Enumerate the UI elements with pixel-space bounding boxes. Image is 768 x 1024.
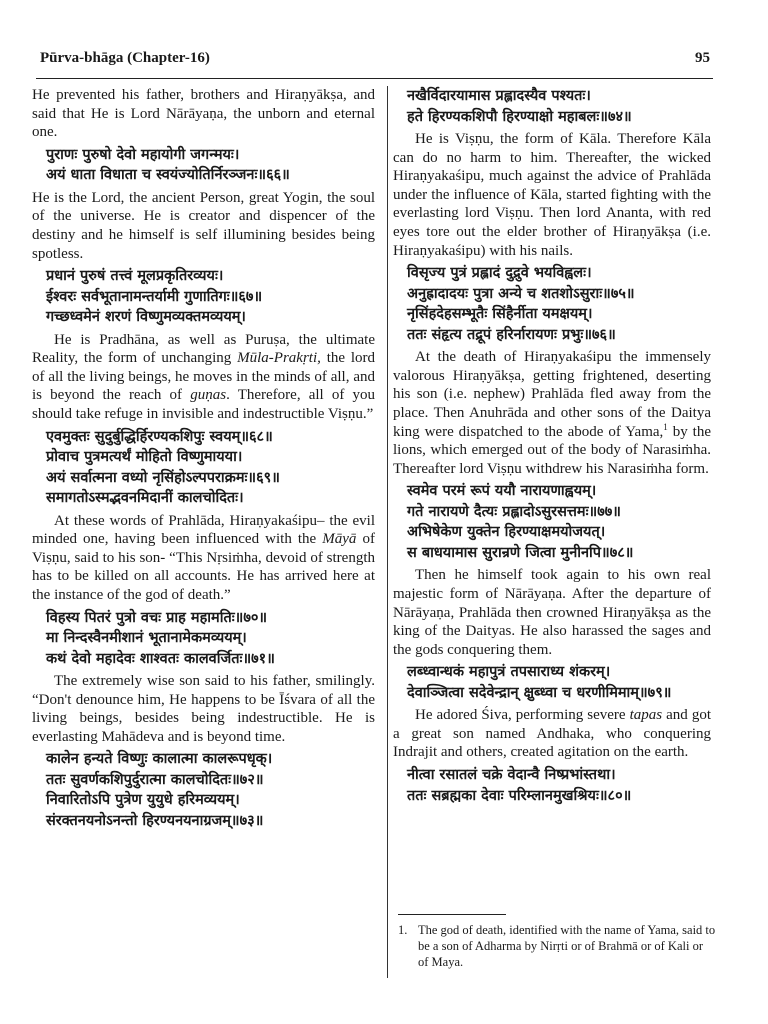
left-column — [32, 86, 375, 834]
verse-line: अभिषेकेण युक्तेन हिरण्याक्षमयोजयत्। — [407, 524, 606, 541]
translation-paragraph — [32, 331, 375, 424]
verse-line: नीत्वा रसातलं चक्रे वेदान्वै निष्प्रभांस्तथा। — [407, 767, 616, 784]
verse-line: अयं धाता विधाता च स्वयंज्योतिर्निरञ्जनः॥६६॥ — [46, 167, 290, 184]
verse-line: पुराणः पुरुषो देवो महायोगी जगन्मयः। — [46, 146, 240, 163]
text-run: He is the Lord, the ancient Person, great Yogin, the soul of the universe. He is creator and dispencer of the destiny and he himself is self illumining besides being spotless. — [32, 189, 375, 262]
sanskrit-verse — [393, 481, 711, 563]
verse-line: नृसिंहदेहसम्भूतैः सिंहैर्नीता यमक्षयम्। — [407, 306, 593, 323]
verse-line: देवाञ्जित्वा सदेवेन्द्रान् क्षुब्ध्वा च धरणीमिमाम्॥७९॥ — [407, 684, 672, 701]
page-header — [40, 50, 710, 70]
text-run: Then he himself took again to his own real majestic form of Nārāyaṇa. After the departure of Nārāyaṇa, Prahlāda then crowned Hiraṇyākṣa as the king of the Daityas. He also harassed the sages and the gods conquering them. — [393, 567, 711, 658]
text-run: He adored Śiva, performing severe — [415, 707, 630, 724]
verse-line: मा निन्दस्वैनमीशानं भूतानामेकमव्ययम्। — [46, 630, 247, 647]
italic-term: Māyā — [322, 531, 357, 548]
verse-line: कथं देवो महादेवः शाश्वतः कालवर्जितः॥७१॥ — [46, 650, 275, 667]
sanskrit-verse — [393, 263, 711, 345]
header-rule — [36, 78, 713, 79]
text-run: The extremely wise son said to his father, smilingly. “Don't denounce him, He happens to be Īśvara of all the living beings, besides being indestructible. He is everlasting Mahādeva and is beyond time. — [32, 673, 375, 745]
italic-term: tapas — [629, 707, 663, 724]
verse-line: ततः सुवर्णकशिपुर्दुरात्मा कालचोदितः॥७२॥ — [46, 771, 264, 788]
translation-paragraph — [393, 706, 711, 762]
verse-line: विसृज्य पुत्रं प्रह्लादं दुद्रुवे भयविह्वलः। — [407, 265, 592, 282]
italic-term: Mūla-Prakṛti, — [237, 350, 321, 367]
verse-line: निवारितोऽपि पुत्रेण युयुधे हरिमव्ययम्। — [46, 792, 240, 809]
sanskrit-verse — [32, 427, 375, 509]
verse-line: ईश्वरः सर्वभूतानामन्तर्यामी गुणातिगः॥६७॥ — [46, 288, 263, 305]
footnote-text: The god of death, identified with the name of Yama, said to be a son of Adharma by Nirṛti or of Brahmā or of Kali or of Maya. — [418, 923, 716, 969]
text-run: by the lions, which emerged out of the body of Narasiṁha. Thereafter lord Viṣṇu withdrew his Narasiṁha form. — [393, 423, 711, 477]
column-divider — [387, 86, 388, 978]
sanskrit-verse — [393, 765, 711, 806]
italic-term: guṇas — [190, 387, 227, 404]
translation-paragraph — [32, 512, 375, 605]
verse-line: लब्ध्वान्धकं महापुत्रं तपसाराध्य शंकरम्। — [407, 664, 611, 681]
sanskrit-verse — [32, 145, 375, 186]
verse-line: स्वमेव परमं रूपं ययौ नारायणाह्वयम्। — [407, 483, 597, 500]
translation-paragraph — [393, 348, 711, 478]
sanskrit-verse — [32, 266, 375, 328]
footnote — [398, 922, 716, 970]
footnote-number: 1. — [398, 923, 408, 937]
sanskrit-verse — [393, 86, 711, 127]
text-run: At these words of Prahlāda, Hiraṇyakaśipu– the evil minded one, having been influenced with the — [32, 512, 375, 548]
text-run: He is Viṣṇu, the form of Kāla. Therefore Kāla can do no harm to him. Thereafter, the wicked Hiraṇyakaśipu, much against the advice of Prahlāda under the influence of Kāla, started fighting with the everlasting lord Viṣṇu. Then lord Ananta, with red eyes tore out the elder brother of Hiraṇyākṣa (i.e. Hiraṇyakaśipu) with his nails. — [393, 131, 711, 259]
sanskrit-verse — [393, 662, 711, 703]
verse-line: अनुह्रादादयः पुत्रा अन्ये च शतशोऽसुराः॥७५॥ — [407, 285, 635, 302]
text-run: At the death of Hiraṇyakaśipu the immensely valorous Hiraṇyākṣa, getting frightened, deserting his son (i.e. nephew) Prahlāda fled away from the place. Then Anuhrāda and other sons of the Daitya king were dispatched to the abode of Yama, — [393, 349, 711, 440]
verse-line: नखैर्विदारयामास प्रह्लादस्यैव पश्यतः। — [407, 88, 591, 104]
verse-line: ततः संहृत्य तद्रूपं हरिर्नारायणः प्रभुः॥७६॥ — [407, 326, 616, 343]
verse-line: अयं सर्वात्मना वध्यो नृसिंहोऽल्पपराक्रमः॥६९॥ — [46, 469, 280, 486]
verse-line: स बाधयामास सुरान्रणे जित्वा मुनीनपि॥७८॥ — [407, 544, 634, 561]
translation-paragraph — [32, 672, 375, 746]
sanskrit-verse — [32, 749, 375, 831]
running-head: Pūrva-bhāga (Chapter-16) — [40, 50, 210, 66]
page-number: 95 — [695, 50, 710, 66]
verse-line: प्रधानं पुरुषं तत्त्वं मूलप्रकृतिरव्ययः। — [46, 268, 224, 285]
verse-line: संरक्तनयनोऽनन्तो हिरण्यनयनाग्रजम्॥७३॥ — [46, 812, 264, 829]
text-run: He prevented his father, brothers and Hiraṇyākṣa, and said that He is Lord Nārāyaṇa, the unborn and eternal one. — [32, 87, 375, 141]
verse-line: प्रोवाच पुत्रमत्यर्थं मोहितो विष्णुमायया। — [46, 449, 243, 466]
verse-line: एवमुक्तः सुदुर्बुद्धिर्हिरण्यकशिपुः स्वयम्॥६८॥ — [46, 428, 273, 445]
translation-paragraph — [393, 130, 711, 260]
verse-line: कालेन हन्यते विष्णुः कालात्मा कालरूपधृक्। — [46, 751, 273, 768]
verse-line: गच्छध्वमेनं शरणं विष्णुमव्यक्तमव्ययम्। — [46, 309, 246, 326]
footnote-marker: 1 — [663, 421, 668, 432]
verse-line: समागतोऽस्मद्भवनमिदानीं कालचोदितः। — [46, 490, 244, 507]
verse-line: विहस्य पितरं पुत्रो वचः प्राह महामतिः॥७०॥ — [46, 609, 268, 626]
verse-line: ततः सब्रह्मका देवाः परिम्लानमुखश्रियः॥८०॥ — [407, 787, 632, 804]
footnote-rule — [398, 914, 506, 915]
right-column — [393, 86, 711, 809]
text-run: He is Pradhāna, as well as Puruṣa, the ultimate Reality, the form of unchanging — [32, 331, 375, 367]
text-run: the lord of all the living beings, he moves in the minds of all, and is beyond the reach of — [32, 350, 375, 404]
text-run: and got a great son named Andhaka, who conquering Indrajit and others, created agitation on the earth. — [393, 707, 711, 761]
translation-paragraph — [32, 189, 375, 263]
text-run: . Therefore, all of you should take refuge in invisible and indestructible Viṣṇu.” — [32, 387, 376, 423]
translation-paragraph — [393, 566, 711, 659]
verse-line: गते नारायणे दैत्यः प्रह्लादोऽसुरसत्तमः॥७७॥ — [407, 503, 621, 520]
verse-line: हते हिरण्यकशिपौ हिरण्याक्षो महाबलः॥७४॥ — [407, 108, 632, 125]
sanskrit-verse — [32, 608, 375, 670]
text-run: of Viṣṇu, said to his son- “This Nṛsiṁha, devoid of strength has to be killed on all accounts. He has arrived here at the instance of the god of death.” — [32, 531, 375, 603]
translation-paragraph — [32, 86, 375, 142]
